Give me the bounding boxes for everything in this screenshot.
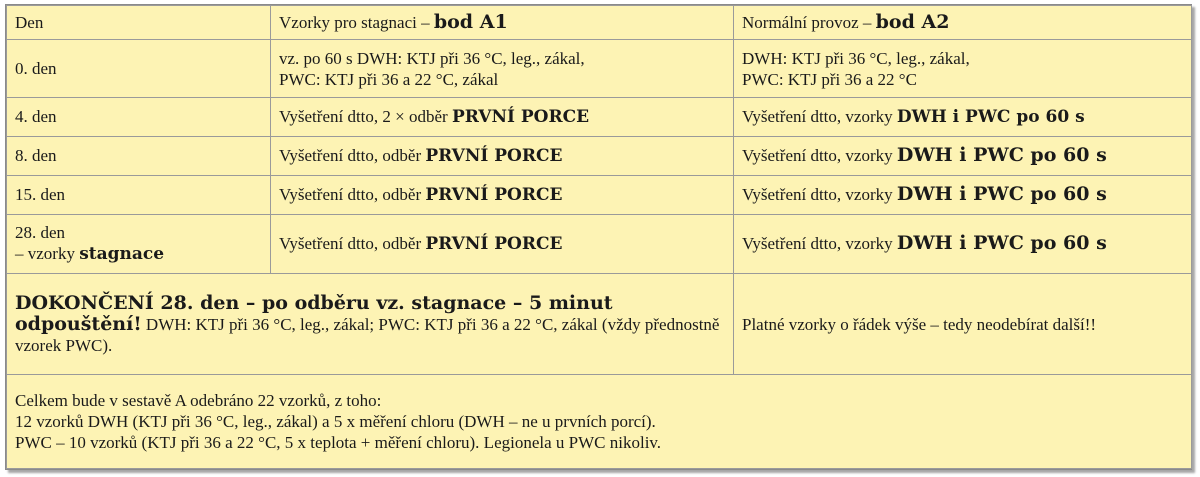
table-row [7,175,1192,214]
day-cell [7,175,271,214]
day-cell [7,97,271,136]
a1-emphasis: PRVNÍ PORCE [425,145,563,166]
a1-cell [271,214,734,274]
header-a1-point: bod A1 [433,11,508,34]
day-sublabel [15,243,262,265]
header-day [7,6,271,40]
a2-line: PWC: KTJ při 36 a 22 °C [742,69,917,89]
summary-cell [7,374,1192,468]
day-cell [7,136,271,175]
day-label: 8. den [15,146,57,166]
a2-cell [734,175,1192,214]
a1-cell [271,40,734,97]
completion-heading: DOKONČENÍ 28. den – po odběru vz. stagnace – 5 minut odpouštění! [15,291,613,335]
header-a2-label: Normální provoz – [742,13,876,33]
a1-line: PWC: KTJ při 36 a 22 °C, zákal [279,69,499,89]
header-a2-point: bod A2 [875,11,950,34]
a2-emphasis: DWH i PWC po 60 s [896,183,1107,206]
summary-row [7,374,1192,468]
table-row [7,40,1192,97]
table-row [7,136,1192,175]
day-cell [7,214,271,274]
a1-emphasis: PRVNÍ PORCE [425,184,563,205]
a1-text: Vyšetření dtto, 2 × odběr [279,106,452,126]
completion-text: DWH: KTJ při 36 °C, leg., zákal; PWC: KTJ při 36 a 22 °C, zákal (vždy přednostně vzorek PWC). [15,314,720,355]
a2-cell [734,97,1192,136]
completion-note: Platné vzorky o řádek výše – tedy neodebírat další!! [742,314,1097,334]
a2-text: Vyšetření dtto, vzorky [742,185,897,205]
day-cell [7,40,271,97]
completion-cell [7,274,734,375]
a1-cell [271,136,734,175]
day-label: 15. den [15,185,66,205]
a1-cell [271,175,734,214]
summary-line: PWC – 10 vzorků (KTJ při 36 a 22 °C, 5 x teplota + měření chloru). Legionela u PWC nikoliv. [15,432,662,452]
day-sublabel-emphasis: stagnace [79,244,165,265]
a1-emphasis: PRVNÍ PORCE [451,106,590,127]
a2-emphasis: DWH i PWC po 60 s [896,232,1107,255]
a2-cell [734,136,1192,175]
a1-text: Vyšetření dtto, odběr [279,233,426,253]
a2-text: Vyšetření dtto, vzorky [742,234,897,254]
completion-row [7,274,1192,375]
a2-text: Vyšetření dtto, vzorky [742,146,897,166]
day-label: 4. den [15,107,57,127]
completion-note-cell [734,274,1192,375]
summary-line: Celkem bude v sestavě A odebráno 22 vzorků, z toho: [15,390,382,410]
a1-text: Vyšetření dtto, odběr [279,145,426,165]
header-day-label: Den [15,13,44,33]
header-a2 [734,6,1192,40]
a2-emphasis: DWH i PWC po 60 s [896,144,1107,167]
a2-emphasis: DWH i PWC po 60 s [896,106,1085,127]
a2-cell [734,214,1192,274]
a1-cell [271,97,734,136]
a1-line: vz. po 60 s DWH: KTJ při 36 °C, leg., zákal, [279,48,585,68]
a2-line: DWH: KTJ při 36 °C, leg., zákal, [742,48,970,68]
header-a1-label: Vzorky pro stagnaci – [279,13,434,33]
a1-emphasis: PRVNÍ PORCE [425,233,563,254]
day-sublabel-text: – vzorky [15,244,80,264]
sampling-table-frame [5,4,1192,470]
table-row [7,97,1192,136]
a2-text: Vyšetření dtto, vzorky [742,106,897,126]
table-header-row [7,6,1192,40]
sampling-table [6,5,1192,469]
summary-line: 12 vzorků DWH (KTJ při 36 °C, leg., zákal) a 5 x měření chloru (DWH – ne u prvních porcí). [15,411,656,431]
header-a1 [271,6,734,40]
a1-text: Vyšetření dtto, odběr [279,184,426,204]
day-label: 0. den [15,59,57,79]
day-label: 28. den [15,223,66,243]
table-row [7,214,1192,274]
a2-cell [734,40,1192,97]
